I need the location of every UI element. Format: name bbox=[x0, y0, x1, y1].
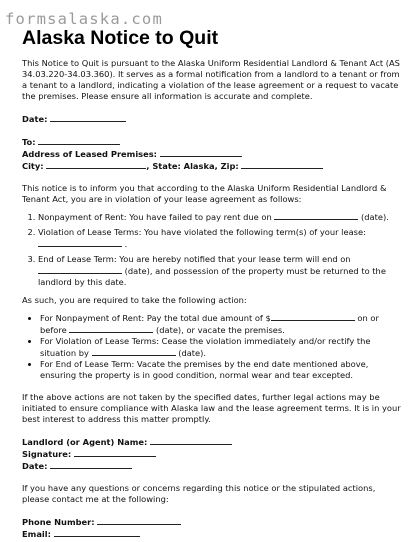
action-end-text: For End of Lease Term: Vacate the premises by the end date mentioned above, ensuring the property is in good condition, normal wear and tear excepted. bbox=[40, 359, 369, 380]
actions-list bbox=[22, 312, 404, 381]
pay-by-date-field[interactable] bbox=[69, 324, 153, 333]
city-line bbox=[22, 160, 404, 172]
signature-date-label: Date: bbox=[22, 461, 48, 471]
city-field[interactable] bbox=[46, 160, 146, 169]
list-item bbox=[38, 211, 404, 223]
zip-field[interactable] bbox=[241, 160, 323, 169]
landlord-name-line bbox=[22, 436, 404, 448]
violation-rent-text: Nonpayment of Rent: You have failed to pay rent due on bbox=[38, 212, 272, 222]
signature-label: Signature: bbox=[22, 449, 72, 459]
list-item bbox=[38, 254, 404, 288]
list-item: 2. Violation of Lease Terms: You have violated the following term(s) of your lease: . bbox=[38, 227, 404, 250]
landlord-name-field[interactable] bbox=[150, 436, 232, 445]
notice-document bbox=[22, 58, 404, 540]
signature-date-line bbox=[22, 460, 404, 472]
signature-field[interactable] bbox=[74, 448, 156, 457]
date-line bbox=[22, 113, 404, 125]
action-intro: As such, you are required to take the following action: bbox=[22, 295, 247, 305]
list-item bbox=[40, 359, 404, 381]
violations-list bbox=[22, 211, 404, 288]
email-field[interactable] bbox=[54, 528, 140, 537]
violation-end-suffix: (date), and possession of the property must be returned to the landlord by this date. bbox=[38, 266, 386, 287]
amount-due-field[interactable] bbox=[271, 312, 355, 321]
site-watermark: formsalaska.com bbox=[5, 10, 163, 28]
phone-label: Phone Number: bbox=[22, 517, 95, 527]
violation-rent-suffix: (date). bbox=[361, 212, 389, 222]
page-title: Alaska Notice to Quit bbox=[22, 27, 219, 49]
violation-terms-text: Violation of Lease Terms: You have violated the following term(s) of your lease: bbox=[38, 227, 366, 237]
action-rent-suffix: (date), or vacate the premises. bbox=[155, 325, 285, 335]
email-label: Email: bbox=[22, 529, 51, 539]
list-item bbox=[40, 336, 404, 359]
to-field[interactable] bbox=[38, 136, 120, 145]
date-label: Date: bbox=[22, 114, 48, 124]
email-line bbox=[22, 528, 404, 540]
violated-terms-field[interactable] bbox=[38, 238, 122, 247]
phone-line bbox=[22, 516, 404, 528]
action-rent-mid: on or before bbox=[40, 313, 379, 335]
violation-end-text: End of Lease Term: You are hereby notified that your lease term will end on bbox=[38, 254, 351, 264]
address-field[interactable] bbox=[160, 148, 242, 157]
action-rent-text: For Nonpayment of Rent: Pay the total due amount of $ bbox=[40, 313, 271, 323]
list-item bbox=[40, 312, 404, 336]
action-terms-suffix: (date). bbox=[178, 348, 207, 358]
landlord-name-label: Landlord (or Agent) Name: bbox=[22, 437, 148, 447]
signature-date-field[interactable] bbox=[50, 460, 132, 469]
address-label: Address of Leased Premises: bbox=[22, 149, 157, 159]
warning-paragraph: If the above actions are not taken by the specified dates, further legal actions may be initiated to ensure compliance with Alaska law and the lease agreement terms. It is in your best interest to address this matter promptly. bbox=[22, 392, 401, 424]
rent-due-date-field[interactable] bbox=[274, 211, 358, 220]
date-field[interactable] bbox=[50, 113, 126, 122]
phone-field[interactable] bbox=[97, 516, 181, 525]
notice-paragraph: This notice is to inform you that according to the Alaska Uniform Residential Landlord & Tenant Act, you are in violation of your lease agreement as follows: bbox=[22, 183, 387, 204]
address-line bbox=[22, 148, 404, 160]
to-label: To: bbox=[22, 137, 36, 147]
action-terms-text: For Violation of Lease Terms: Cease the violation immediately and/or rectify the situation by bbox=[40, 336, 371, 358]
signature-line bbox=[22, 448, 404, 460]
to-line bbox=[22, 136, 404, 148]
intro-paragraph: This Notice to Quit is pursuant to the Alaska Uniform Residential Landlord & Tenant Act (AS 34.03.220-34.03.360). It serves as a formal notification from a landlord to a tenant or from a tenant to a landlord, indicating a violation of the lease agreement or a request to vacate the premises. Please ensure all information is accurate and complete. bbox=[22, 58, 400, 101]
contact-paragraph: If you have any questions or concerns regarding this notice or the stipulated actions, please contact me at the following: bbox=[22, 483, 376, 504]
state-zip-label: , State: Alaska, Zip: bbox=[146, 161, 239, 171]
city-label: City: bbox=[22, 161, 44, 171]
rectify-by-date-field[interactable] bbox=[92, 347, 176, 356]
lease-end-date-field[interactable] bbox=[38, 265, 122, 274]
